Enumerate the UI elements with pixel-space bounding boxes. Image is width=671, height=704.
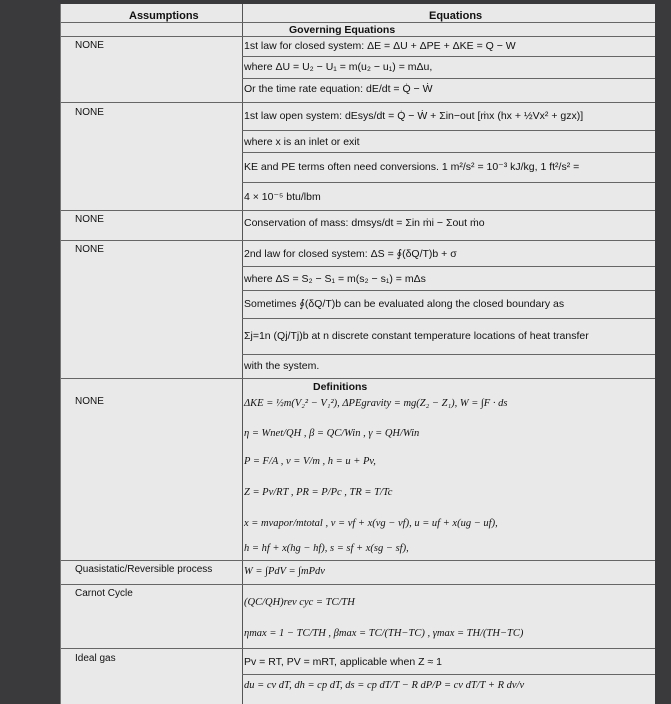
equation-row: Conservation of mass: dmsys/dt = Σin ṁi − Σout ṁo [244, 217, 485, 229]
equation-row: η = Wnet/QH , β = QC/Win , γ = QH/Win [244, 428, 420, 439]
equation-row: ηmax = 1 − TC/TH , βmax = TC/(TH−TC) , γmax = TH/(TH−TC) [244, 628, 524, 639]
row-divider [242, 266, 655, 267]
equation-row: where x is an inlet or exit [244, 136, 360, 148]
section-title-governing: Governing Equations [289, 24, 396, 36]
assumption-cell: Carnot Cycle [75, 588, 133, 599]
row-divider [61, 560, 655, 561]
equation-row: ΔKE = ½m(V₂² − V₁²), ΔPEgravity = mg(Z₂ − Z₁), W = ∫F · ds [244, 398, 508, 409]
equation-row: where ΔS = S₂ − S₁ = m(s₂ − s₁) = mΔs [244, 273, 426, 285]
row-divider [61, 22, 655, 23]
row-divider [61, 378, 655, 379]
row-divider [61, 102, 655, 103]
row-divider [61, 210, 655, 211]
equation-row: (QC/QH)rev cyc = TC/TH [244, 597, 355, 608]
assumption-cell: Ideal gas [75, 653, 116, 664]
equation-row: KE and PE terms often need conversions. 1 m²/s² = 10⁻³ kJ/kg, 1 ft²/s² = [244, 161, 580, 173]
row-divider [61, 240, 655, 241]
equation-row: 2nd law for closed system: ΔS = ∮(δQ/T)b + σ [244, 248, 457, 260]
equation-row: Or the time rate equation: dE/dt = Q̇ − Ẇ [244, 83, 433, 95]
row-divider [242, 152, 655, 153]
equation-row: 4 × 10⁻⁵ btu/lbm [244, 191, 321, 203]
assumption-cell: Quasistatic/Reversible process [75, 564, 213, 575]
equation-row: where ΔU = U₂ − U₁ = m(u₂ − u₁) = mΔu, [244, 61, 433, 73]
equation-row: h = hf + x(hg − hf), s = sf + x(sg − sf), [244, 543, 409, 554]
equation-row: 1st law for closed system: ΔE = ΔU + ΔPE + ΔKE = Q − W [244, 40, 516, 52]
equation-row: Σj=1n (Qj/Tj)b at n discrete constant temperature locations of heat transfer [244, 330, 589, 342]
assumptions-header: Assumptions [129, 10, 199, 22]
assumption-cell: NONE [75, 396, 104, 407]
equation-row: W = ∫PdV = ∫mPdv [244, 566, 325, 577]
row-divider [242, 182, 655, 183]
assumption-cell: NONE [75, 40, 104, 51]
equation-row: x = mvapor/mtotal , v = vf + x(vg − vf), u = uf + x(ug − uf), [244, 518, 498, 529]
row-divider [61, 648, 655, 649]
row-divider [242, 130, 655, 131]
assumption-cell: NONE [75, 214, 104, 225]
equation-row: with the system. [244, 360, 320, 372]
assumption-cell: NONE [75, 244, 104, 255]
row-divider [242, 354, 655, 355]
equation-row: du = cv dT, dh = cp dT, ds = cp dT/T − R dP/P = cv dT/T + R dv/v [244, 680, 525, 691]
row-divider [61, 584, 655, 585]
equation-row: 1st law open system: dEsys/dt = Q̇ − Ẇ + Σin−out [ṁx (hx + ½Vx² + gzx)] [244, 110, 584, 122]
equation-sheet [60, 4, 655, 704]
row-divider [242, 318, 655, 319]
row-divider [242, 290, 655, 291]
row-divider [242, 56, 655, 57]
assumption-cell: NONE [75, 107, 104, 118]
section-title-definitions: Definitions [313, 381, 368, 393]
row-divider [61, 36, 655, 37]
equation-row: Sometimes ∮(δQ/T)b can be evaluated along the closed boundary as [244, 298, 565, 310]
equation-row: Pv = RT, PV = mRT, applicable when Z ≈ 1 [244, 656, 442, 668]
equation-row: P = F/A , v = V/m , h = u + Pv, [244, 456, 376, 467]
equation-row: Z = Pv/RT , PR = P/Pc , TR = T/Tc [244, 487, 393, 498]
equations-header: Equations [429, 10, 483, 22]
row-divider [242, 78, 655, 79]
row-divider [242, 674, 655, 675]
